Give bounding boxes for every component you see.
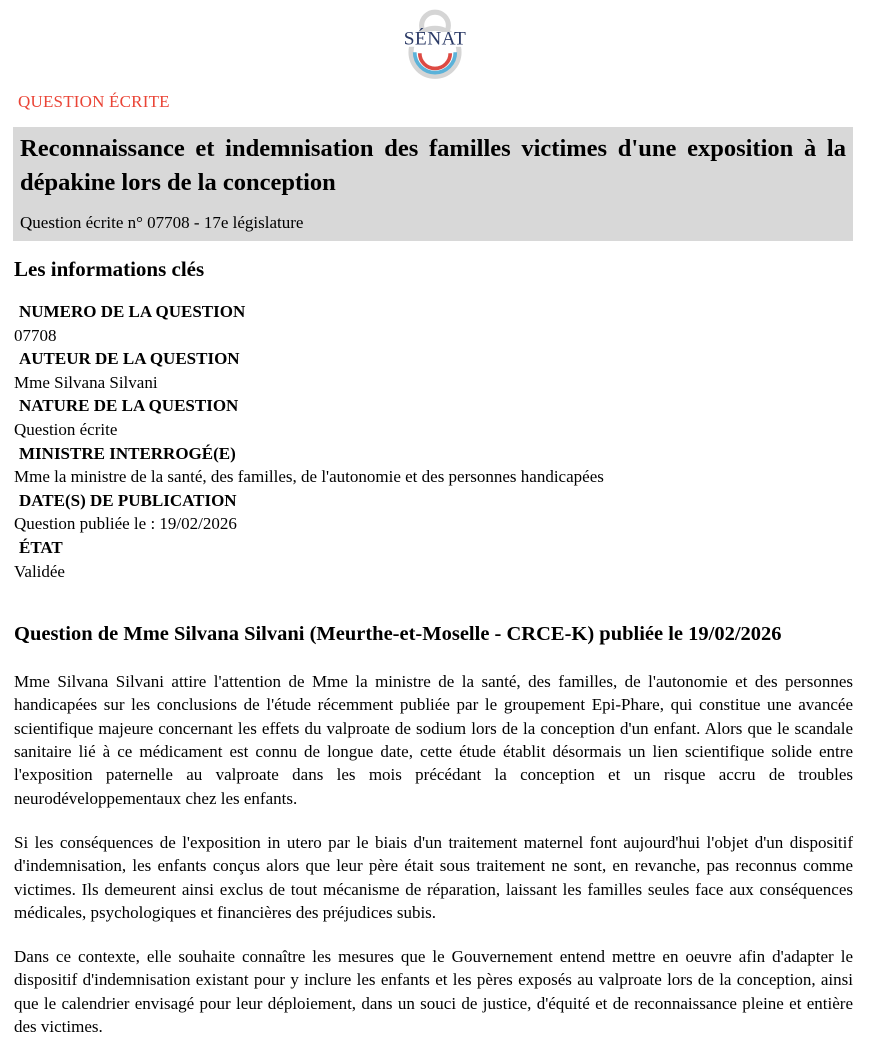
page-title: Reconnaissance et indemnisation des familles victimes d'une exposition à la dépakine lors de la conception	[20, 135, 846, 196]
senat-logo-link[interactable]	[387, 8, 483, 80]
header-logo-area	[0, 0, 870, 80]
question-body	[0, 670, 870, 1038]
key-info-heading: Les informations clés	[14, 257, 205, 281]
info-value-dates: Question publiée le : 19/02/2026	[14, 514, 237, 534]
info-value-auteur: Mme Silvana Silvani	[14, 372, 158, 392]
info-value-etat: Validée	[14, 561, 65, 581]
document-type-kicker: QUESTION ÉCRITE	[18, 92, 170, 111]
info-label-auteur: AUTEUR DE LA QUESTION	[19, 349, 240, 369]
info-value-numero: 07708	[14, 325, 57, 345]
info-label-dates: DATE(S) DE PUBLICATION	[19, 490, 237, 510]
title-box	[13, 127, 853, 241]
senat-logo-icon	[387, 8, 483, 80]
question-paragraph-1: Mme Silvana Silvani attire l'attention de Mme la ministre de la santé, des familles, de l'autonomie et des personnes handicapées sur les conclusions de l'étude récemment publiée par le groupement Epi-Phare, qui constitue une avancée scientifique majeure concernant les effets du valproate de sodium lors de la conception d'un enfant. Alors que le scandale sanitaire lié à ce médicament est connu de longue date, cette étude établit désormais un lien scientifique solide entre l'exposition paternelle au valproate dans les mois précédant la conception et un risque accru de troubles neurodéveloppementaux chez les enfants.	[14, 672, 853, 808]
question-reference: Question écrite n° 07708 - 17e législature	[20, 213, 304, 232]
info-label-ministre: MINISTRE INTERROGÉ(E)	[19, 443, 236, 463]
info-value-ministre: Mme la ministre de la santé, des familles, de l'autonomie et des personnes handicapées	[14, 467, 604, 487]
key-info-list	[14, 300, 853, 583]
question-paragraph-2: Si les conséquences de l'exposition in utero par le biais d'un traitement maternel font aujourd'hui l'objet d'un dispositif d'indemnisation, les enfants conçus alors que leur père était sous traitement ne sont, en revanche, pas reconnus comme victimes. Ils demeurent ainsi exclus de tout mécanisme de réparation, laissant les familles seules face aux conséquences médicales, psychologiques et financières des préjudices subis.	[14, 832, 853, 922]
info-value-nature: Question écrite	[14, 419, 118, 439]
info-label-nature: NATURE DE LA QUESTION	[19, 396, 239, 416]
question-heading: Question de Mme Silvana Silvani (Meurthe-et-Moselle - CRCE-K) publiée le 19/02/2026	[14, 623, 782, 646]
question-paragraph-3: Dans ce contexte, elle souhaite connaître les mesures que le Gouvernement entend mettre en oeuvre afin d'adapter le dispositif d'indemnisation existant pour y inclure les enfants et les pères exposés au valproate lors de la conception, ainsi que le calendrier envisagé pour leur déploiement, dans un souci de justice, d'équité et de reconnaissance pleine et entière des victimes.	[14, 947, 853, 1036]
senat-logo-text: SÉNAT	[403, 28, 467, 50]
info-label-etat: ÉTAT	[19, 537, 63, 557]
info-label-numero: NUMERO DE LA QUESTION	[19, 302, 246, 321]
